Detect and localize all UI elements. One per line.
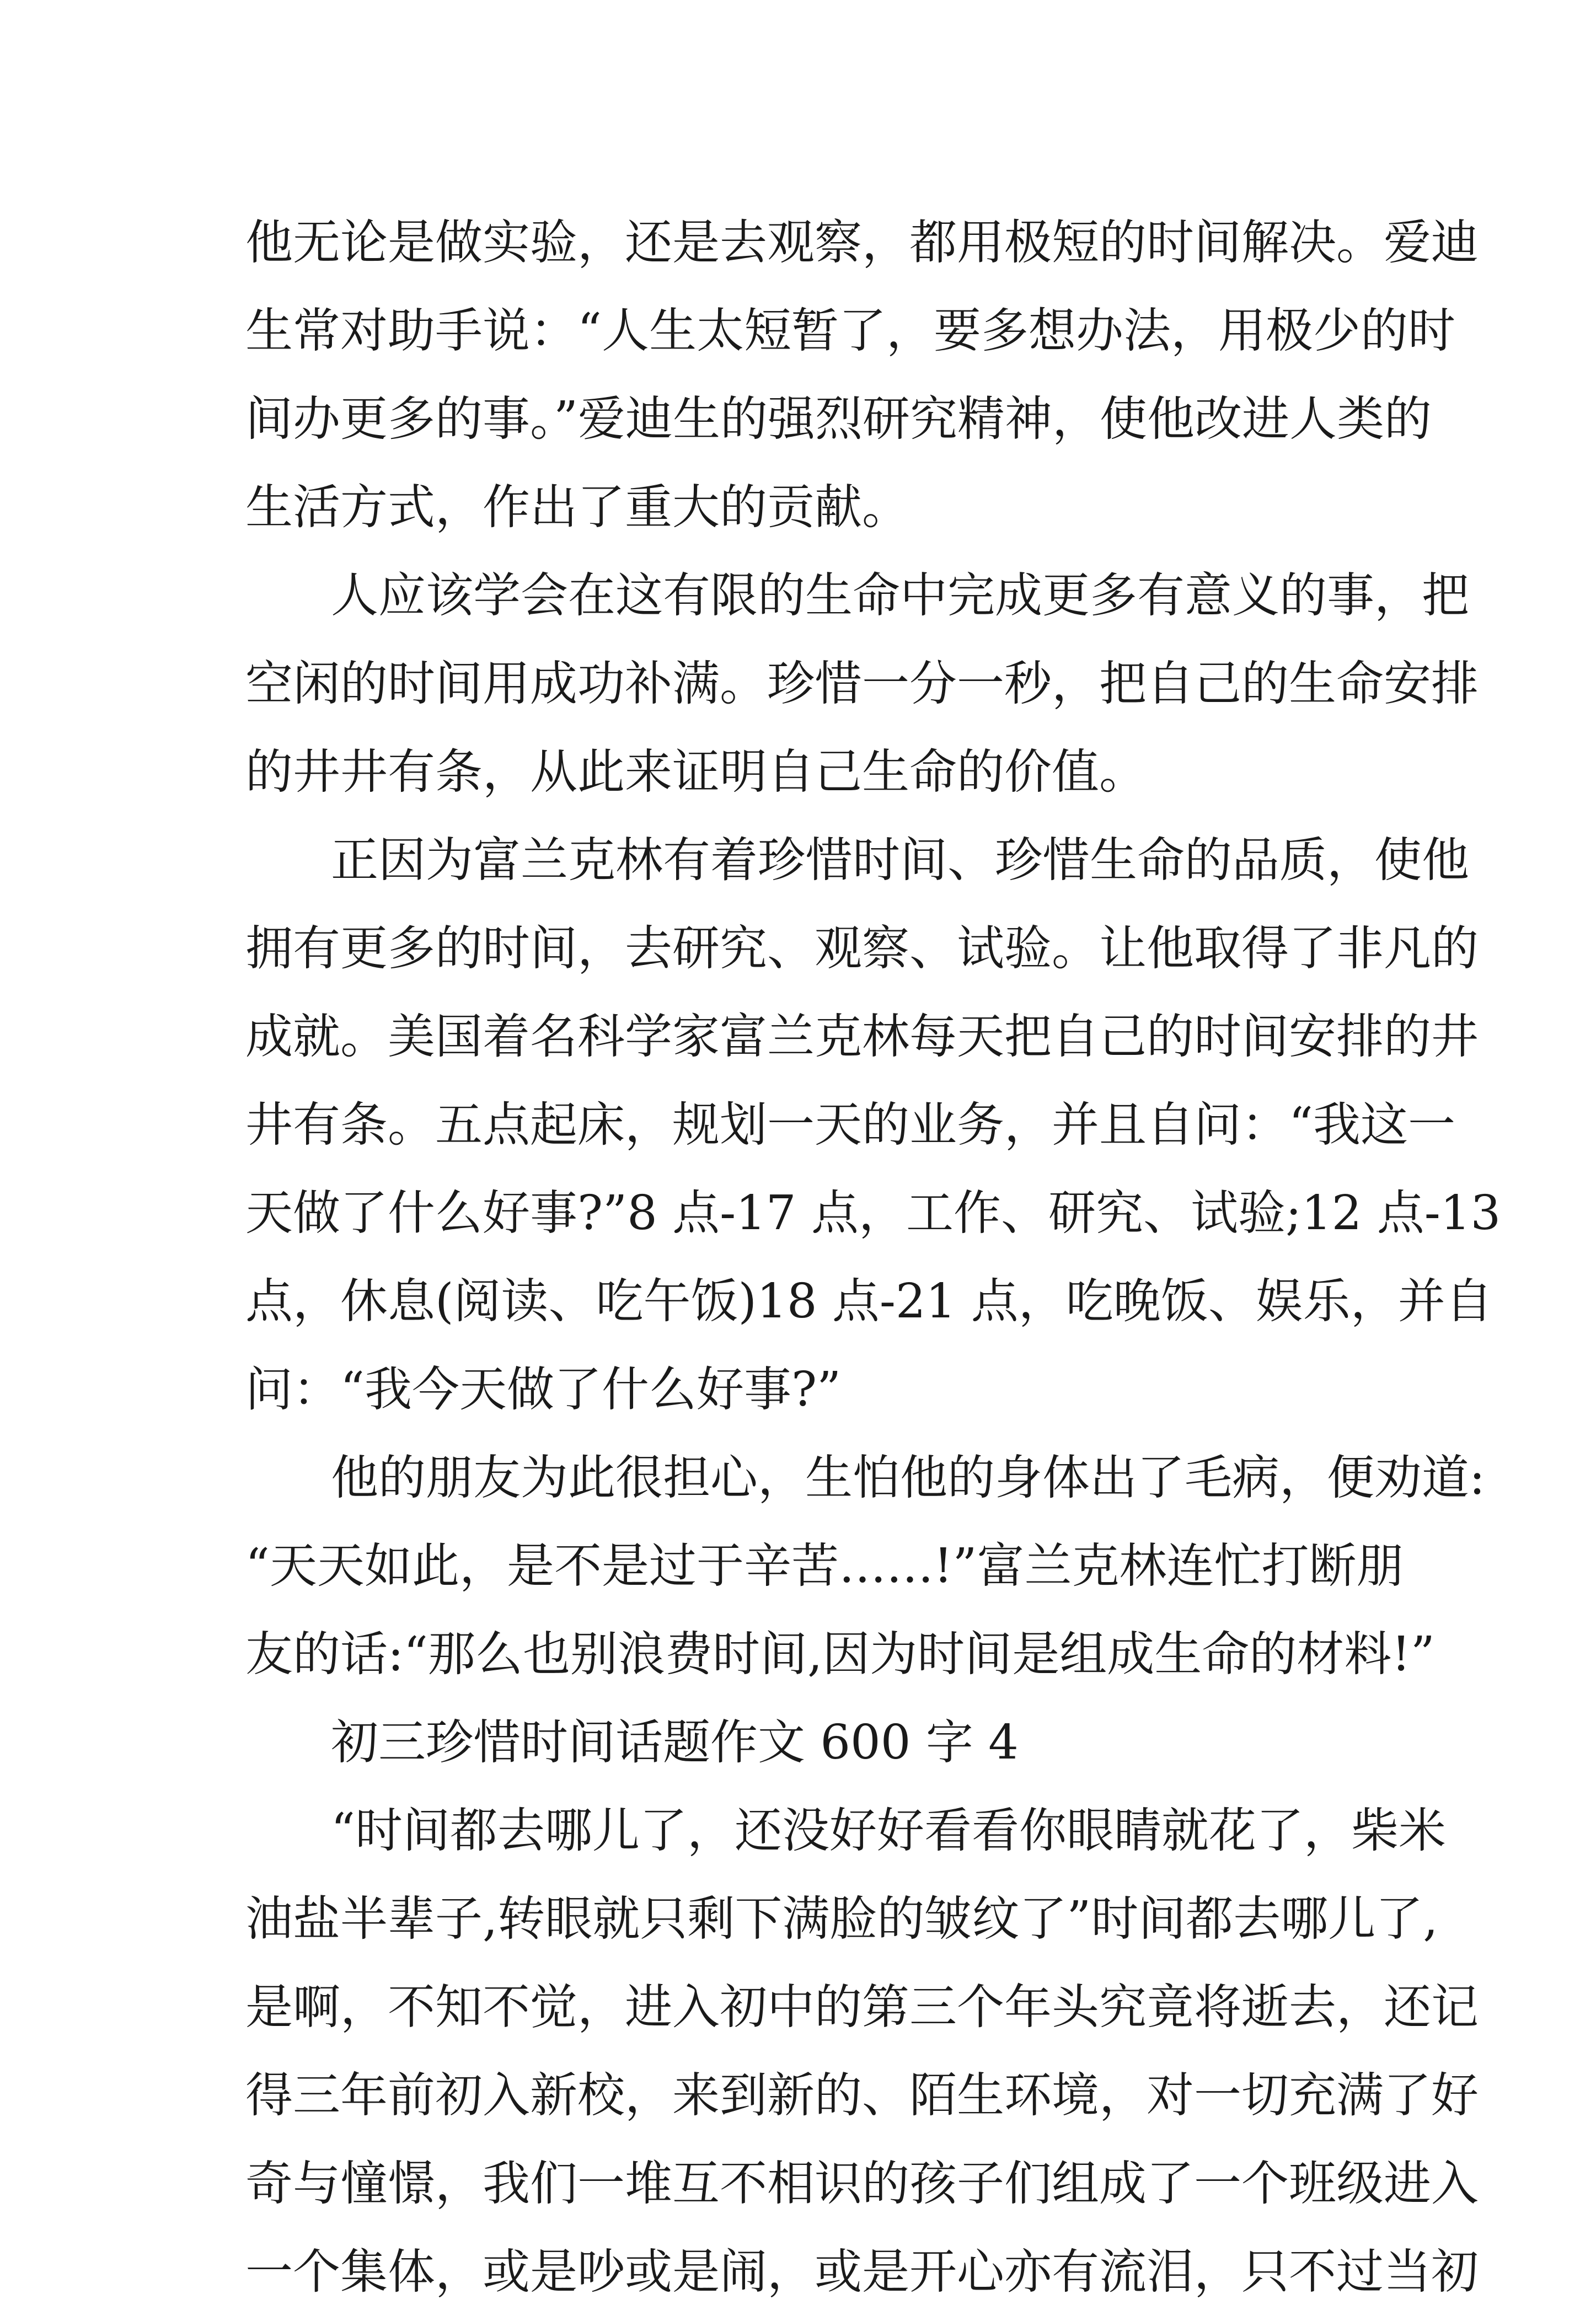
paragraph-line: 空闲的时间用成功补满。珍惜一分一秒，把自己的生命安排 (245, 656, 1479, 711)
paragraph-line: 他无论是做实验，还是去观察，都用极短的时间解决。爱迪 (245, 215, 1479, 270)
paragraph-line: 的井井有条，从此来证明自己生命的价值。 (245, 744, 1147, 800)
paragraph-line: 生活方式，作出了重大的贡献。 (245, 480, 909, 535)
paragraph-line: 是啊，不知不觉，进入初中的第三个年头究竟将逝去，还记 (245, 1980, 1479, 2035)
section-heading: 初三珍惜时间话题作文 600 字 4 (331, 1715, 1019, 1770)
paragraph-line: 油盐半辈子,转眼就只剩下满脸的皱纹了”时间都去哪儿了, (245, 1891, 1438, 1947)
paragraph-line: 人应该学会在这有限的生命中完成更多有意义的事，把 (331, 568, 1469, 623)
paragraph-line: 井有条。五点起床，规划一天的业务，并且自问：“我这一 (245, 1097, 1455, 1152)
paragraph-line: 天做了什么好事?”8 点-17 点，工作、研究、试验;12 点-13 (245, 1186, 1501, 1241)
paragraph-line: 问：“我今天做了什么好事?” (245, 1362, 842, 1417)
paragraph-line: “天天如此，是不是过于辛苦……!”富兰克林连忙打断朋 (245, 1539, 1404, 1594)
paragraph-line: 成就。美国着名科学家富兰克林每天把自己的时间安排的井 (245, 1009, 1479, 1064)
paragraph-line: 得三年前初入新校，来到新的、陌生环境，对一切充满了好 (245, 2068, 1479, 2123)
paragraph-line: 奇与憧憬，我们一堆互不相识的孩子们组成了一个班级进入 (245, 2156, 1479, 2211)
paragraph-line: 友的话:“那么也别浪费时间,因为时间是组成生命的材料!” (245, 1627, 1435, 1682)
paragraph-line: “时间都去哪儿了，还没好好看看你眼睛就花了，柴米 (331, 1803, 1446, 1858)
paragraph-line: 点，休息(阅读、吃午饭)18 点-21 点，吃晚饭、娱乐，并自 (245, 1274, 1493, 1329)
paragraph-line: 正因为富兰克林有着珍惜时间、珍惜生命的品质，使他 (331, 833, 1469, 888)
paragraph-line: 间办更多的事。”爱迪生的强烈研究精神，使他改进人类的 (245, 392, 1432, 447)
paragraph-line: 他的朋友为此很担心，生怕他的身体出了毛病，便劝道: (331, 1450, 1485, 1505)
paragraph-line: 生常对助手说：“人生太短暂了，要多想办法，用极少的时 (245, 303, 1455, 358)
paragraph-line: 拥有更多的时间，去研究、观察、试验。让他取得了非凡的 (245, 921, 1479, 976)
paragraph-line: 一个集体，或是吵或是闹，或是开心亦有流泪，只不过当初 (245, 2244, 1479, 2299)
